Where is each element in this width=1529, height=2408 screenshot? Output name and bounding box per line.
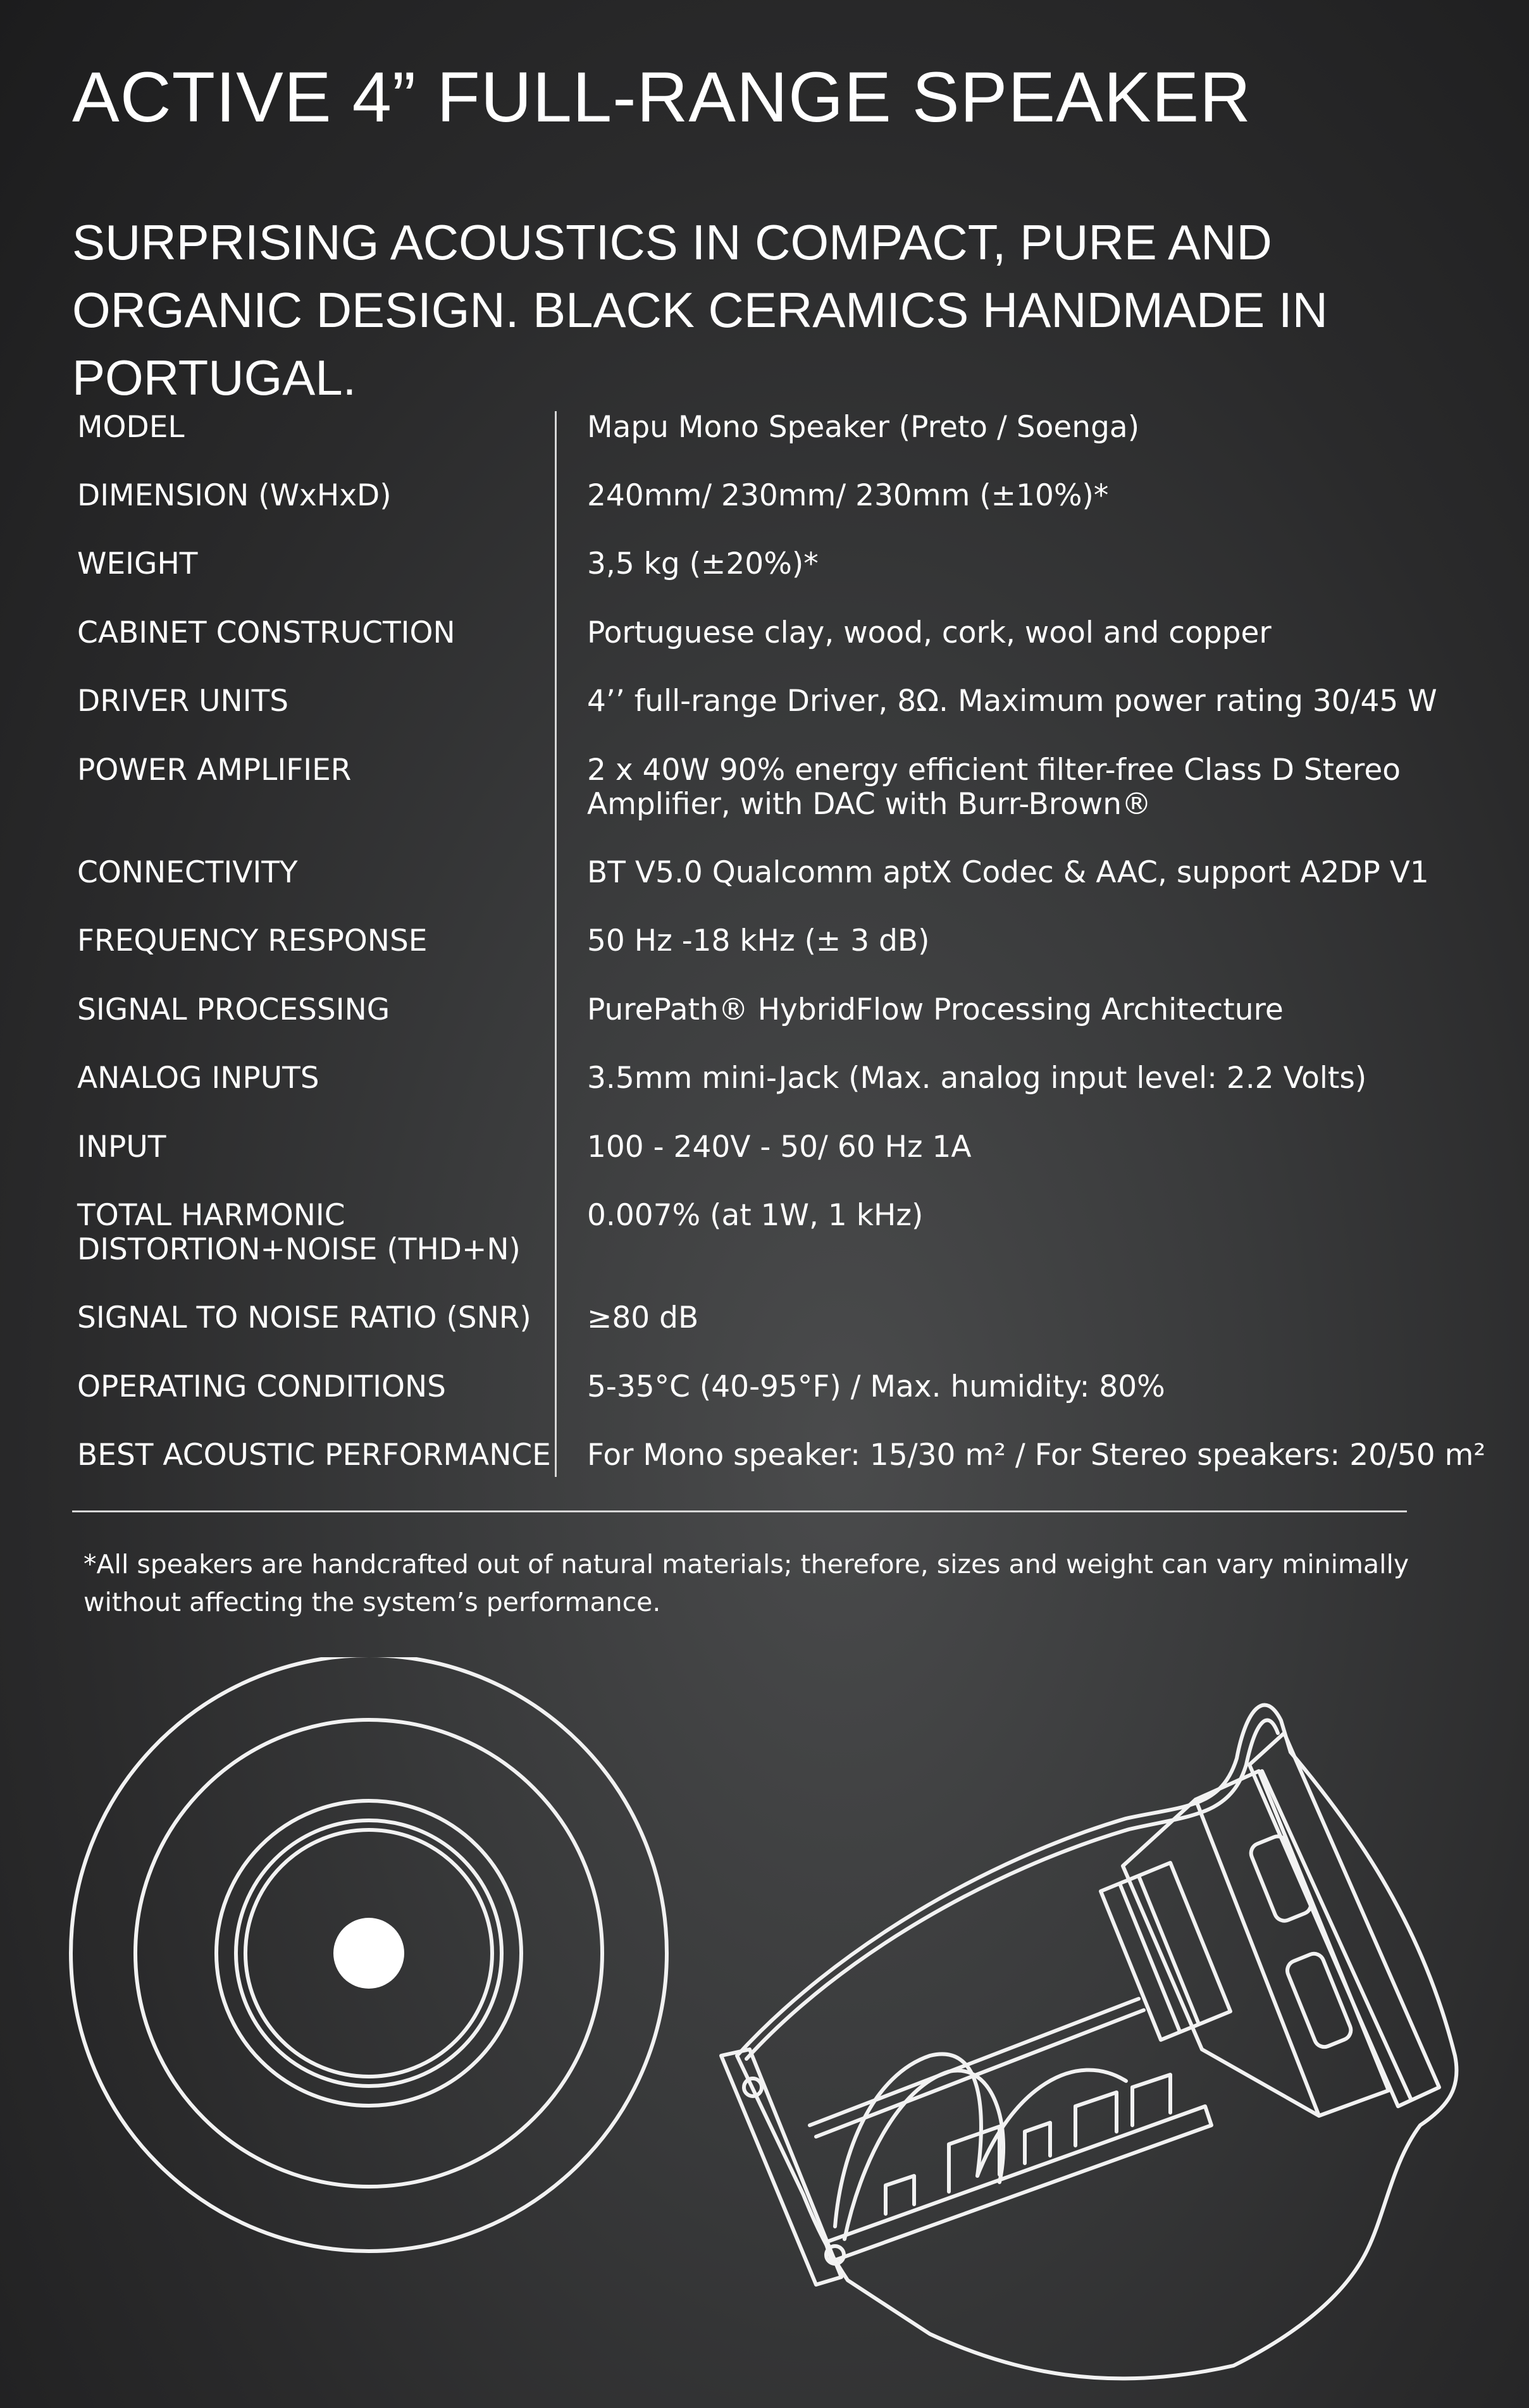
spec-value-analog-inputs: 3.5mm mini-Jack (Max. analog input level: 2.2 Volts)	[587, 1061, 1367, 1096]
spec-value-driver: 4’’ full-range Driver, 8Ω. Maximum power rating 30/45 W	[587, 684, 1437, 719]
spec-value-thd: 0.007% (at 1W, 1 kHz)	[587, 1198, 924, 1233]
spec-value-dimension: 240mm/ 230mm/ 230mm (±10%)*	[587, 478, 1109, 513]
spec-label-operating: OPERATING CONDITIONS	[77, 1369, 446, 1404]
spec-label-acoustic: BEST ACOUSTIC PERFORMANCE	[77, 1438, 551, 1473]
spec-label-weight: WEIGHT	[77, 546, 198, 581]
spec-value-cabinet: Portuguese clay, wood, cork, wool and copper	[587, 615, 1272, 650]
spec-value-connectivity: BT V5.0 Qualcomm aptX Codec & AAC, support A2DP V1	[587, 855, 1429, 890]
spec-label-analog-inputs: ANALOG INPUTS	[77, 1061, 319, 1096]
spec-label-thd: TOTAL HARMONIC	[77, 1198, 345, 1233]
section-divider	[72, 1510, 1407, 1512]
spec-label-thd-line2: DISTORTION+NOISE (THD+N)	[77, 1232, 521, 1267]
spec-value-amplifier-line2: Amplifier, with DAC with Burr-Brown®	[587, 787, 1152, 822]
spec-value-operating: 5-35°C (40-95°F) / Max. humidity: 80%	[587, 1369, 1165, 1404]
spec-label-input: INPUT	[77, 1130, 166, 1164]
spec-label-snr: SIGNAL TO NOISE RATIO (SNR)	[77, 1300, 531, 1335]
footnote-line-1: *All speakers are handcrafted out of natural materials; therefore, sizes and weight can vary minimally	[84, 1549, 1409, 1579]
page-title: ACTIVE 4” FULL-RANGE SPEAKER	[72, 58, 1252, 137]
spec-value-frequency: 50 Hz -18 kHz (± 3 dB)	[587, 923, 930, 958]
spec-label-connectivity: CONNECTIVITY	[77, 855, 298, 890]
spec-label-amplifier: POWER AMPLIFIER	[77, 753, 352, 787]
spec-label-dimension: DIMENSION (WxHxD)	[77, 478, 392, 513]
speaker-front-view	[71, 1657, 667, 2251]
spec-label-model: MODEL	[77, 410, 185, 445]
speaker-side-cutaway-view	[721, 1705, 1457, 2379]
speaker-illustration	[0, 1657, 1529, 2408]
spec-value-snr: ≥80 dB	[587, 1300, 699, 1335]
footnote	[84, 1545, 1425, 1621]
spec-label-signal-processing: SIGNAL PROCESSING	[77, 992, 390, 1027]
footnote-line-2: without affecting the system’s performance.	[84, 1587, 661, 1617]
spec-label-driver: DRIVER UNITS	[77, 684, 289, 719]
page-subtitle: SURPRISING ACOUSTICS IN COMPACT, PURE AND ORGANIC DESIGN. BLACK CERAMICS HANDMADE IN PORTUGAL.	[72, 214, 1328, 405]
spec-value-signal-processing: PurePath® HybridFlow Processing Architecture	[587, 992, 1284, 1027]
spec-label-frequency: FREQUENCY RESPONSE	[77, 923, 428, 958]
spec-value-input: 100 - 240V - 50/ 60 Hz 1A	[587, 1130, 972, 1164]
spec-value-model: Mapu Mono Speaker (Preto / Soenga)	[587, 410, 1140, 445]
spec-value-weight: 3,5 kg (±20%)*	[587, 546, 819, 581]
spec-value-amplifier: 2 x 40W 90% energy efficient filter-free Class D Stereo	[587, 753, 1401, 787]
spec-value-acoustic: For Mono speaker: 15/30 m² / For Stereo speakers: 20/50 m²	[587, 1438, 1486, 1473]
spec-label-cabinet: CABINET CONSTRUCTION	[77, 615, 455, 650]
specs-column-divider	[555, 411, 557, 1477]
